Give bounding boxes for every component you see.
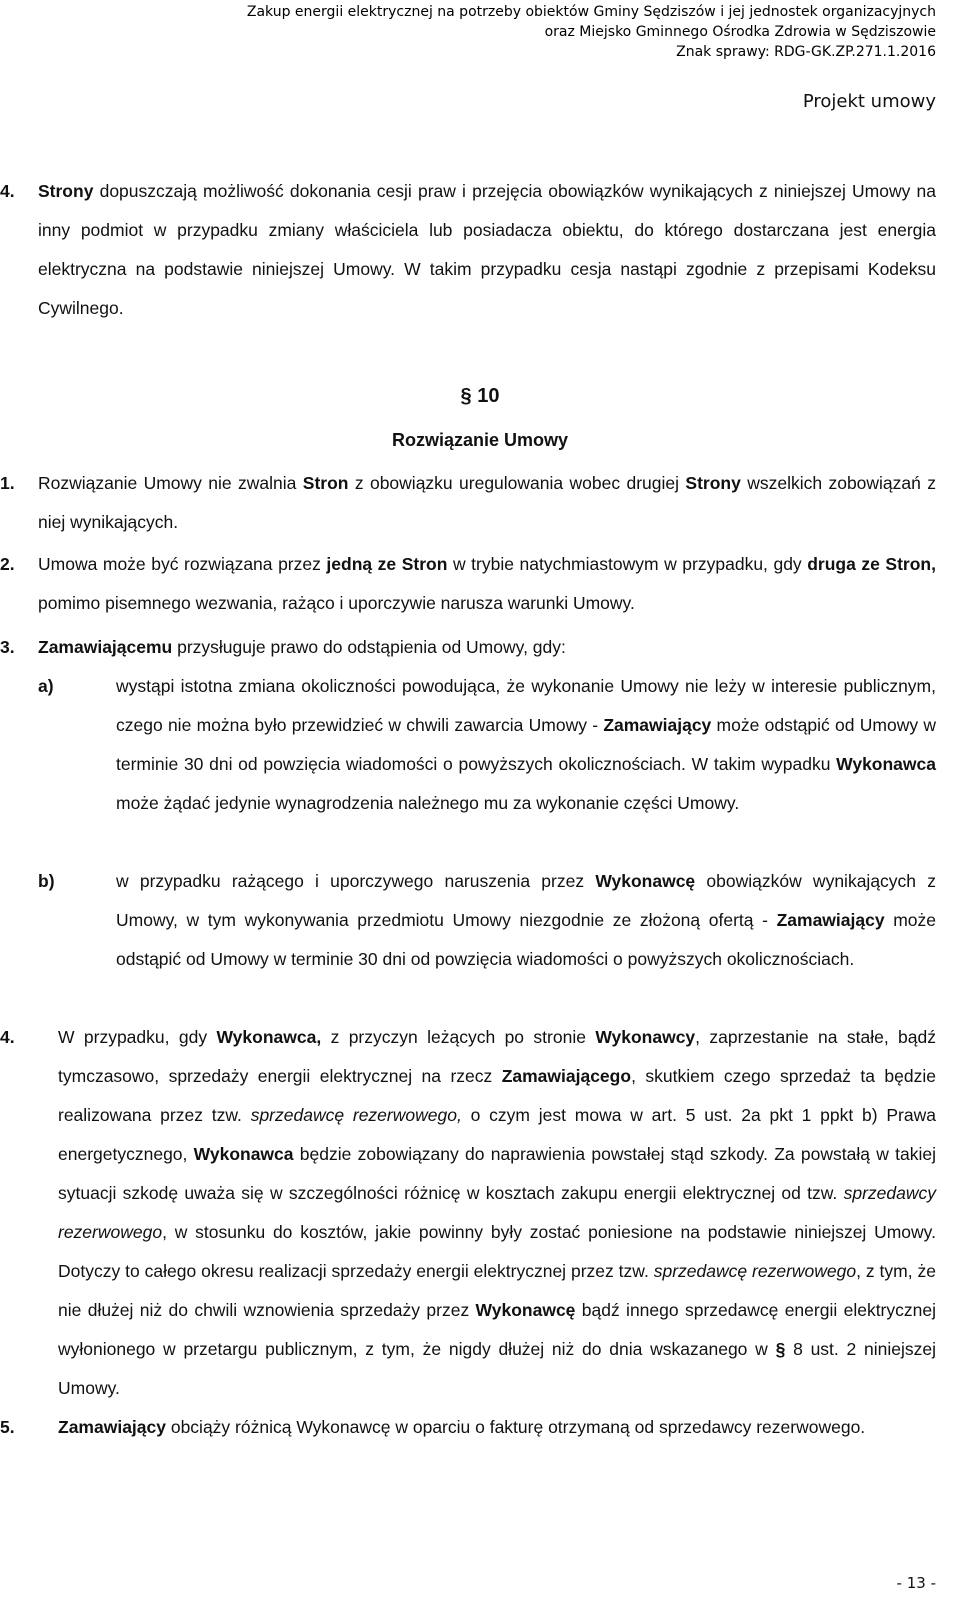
text: Rozwiązanie Umowy nie zwalnia — [38, 473, 303, 493]
text: pomimo pisemnego wezwania, rażąco i uporczywie narusza warunki Umowy. — [38, 593, 635, 613]
item-number: 4. — [0, 1027, 15, 1047]
text: bądź innego sprzedawcę energii elektrycznej wyłonionego w przetargu publicznym, z tym, że nigdy dłużej niż do dnia wskazanego w — [58, 1300, 936, 1359]
paragraph-1 — [0, 464, 960, 544]
bold-text: Wykonawca — [193, 1144, 294, 1164]
paragraph-5 — [0, 1408, 960, 1488]
text: w przypadku rażącego i uporczywego naruszenia przez — [116, 871, 596, 891]
bold-text: Wykonawcy — [595, 1027, 696, 1047]
header-subtitle: oraz Miejsko Gminnego Ośrodka Zdrowia w Sędziszowie — [544, 24, 936, 40]
paragraph-text — [38, 172, 936, 328]
text: z obowiązku uregulowania wobec drugiej — [348, 473, 686, 493]
subitem-label: b) — [38, 871, 55, 891]
bold-text: Stron — [302, 473, 349, 493]
text: może odstąpić od Umowy w terminie 30 dni od powzięcia wiadomości o powyższych okolicznościach. — [116, 910, 936, 969]
section-number: 10 — [477, 385, 500, 407]
text: obowiązków wynikających z Umowy, w tym wykonywania przedmiotu Umowy niezgodnie ze złożoną ofertą - — [116, 871, 936, 930]
bold-text: Strony — [38, 181, 94, 201]
text: może odstąpić od Umowy w terminie 30 dni od powzięcia wiadomości o powyższych okolicznościach. W takim wypadku — [116, 715, 936, 774]
bold-text: druga ze Stron, — [807, 554, 936, 574]
item-number: 1. — [0, 473, 15, 493]
paragraph-text — [38, 545, 936, 623]
paragraph-text — [58, 1018, 936, 1408]
bold-text: Zamawiający — [776, 910, 885, 930]
bold-text: Zamawiającemu — [38, 637, 173, 657]
italic-text: sprzedawcę rezerwowego — [653, 1261, 857, 1281]
bold-text: jedną ze Stron — [326, 554, 448, 574]
text: , skutkiem czego sprzedaż ta będzie realizowana przez tzw. — [58, 1066, 936, 1125]
italic-text: sprzedawcę rezerwowego, — [250, 1105, 462, 1125]
text: , w stosunku do kosztów, jakie powinny były zostać poniesione na podstawie niniejszej Umowy. Dotyczy to całego okresu realizacji sprzedaży energii elektrycznej przez tzw. — [58, 1222, 936, 1281]
item-number: 2. — [0, 554, 15, 574]
bold-text: Strony — [685, 473, 741, 493]
paragraph-3 — [0, 628, 960, 668]
text: o czym jest mowa w art. 5 ust. 2a pkt 1 ppkt b) Prawa energetycznego, — [58, 1105, 936, 1164]
bold-text: Wykonawcę — [595, 871, 696, 891]
paragraph-2 — [0, 545, 960, 625]
text: W przypadku, gdy — [58, 1027, 217, 1047]
text: z przyczyn leżących po stronie — [321, 1027, 596, 1047]
text: przysługuje prawo do odstąpienia od Umowy, gdy: — [172, 637, 566, 657]
subitem-label: a) — [38, 676, 54, 696]
text: 8 ust. 2 niniejszej Umowy. — [58, 1339, 937, 1398]
text: w trybie natychmiastowym w przypadku, gdy — [447, 554, 808, 574]
bold-text: Zamawiający — [603, 715, 712, 735]
text: obciąży różnicą Wykonawcę w oparciu o fakturę otrzymaną od sprzedawcy rezerwowego. — [165, 1417, 866, 1437]
subparagraph-3a — [0, 667, 960, 857]
italic-text: sprzedawcy rezerwowego — [58, 1183, 936, 1242]
document-type: Projekt umowy — [802, 91, 936, 112]
text: wszelkich zobowiązań z niej wynikających. — [38, 473, 937, 532]
paragraph-4 — [0, 1018, 960, 1408]
text: dopuszczają możliwość dokonania cesji praw i przejęcia obowiązków wynikających z niniejszej Umowy na inny podmiot w przypadku zmiany właściciela lub posiadacza obiektu, do którego dostarczana jest energia elektryczna na podstawie niniejszej Umowy. W takim przypadku cesja nastąpi zgodnie z przepisami Kodeksu Cywilnego. — [38, 181, 936, 318]
section-heading-number — [0, 376, 960, 416]
text: , zaprzestanie na stałe, bądź tymczasowo, sprzedaży energii elektrycznej na rzecz — [58, 1027, 936, 1086]
item-number: 5. — [0, 1417, 15, 1437]
section-sign: § — [460, 385, 472, 407]
subparagraph-text — [116, 667, 936, 823]
text: będzie zobowiązany do naprawienia powstałej stąd szkody. Za powstałą w takiej sytuacji szkodę uważa się w szczególności różnicę w kosztach zakupu energii elektrycznej od tzw. — [58, 1144, 936, 1203]
text: , z tym, że nie dłużej niż do chwili wznowienia sprzedaży przez — [58, 1261, 937, 1320]
section-sign: § — [775, 1339, 786, 1359]
page-number: - 13 - — [896, 1574, 936, 1592]
text: może żądać jedynie wynagrodzenia należnego mu za wykonanie części Umowy. — [116, 793, 740, 813]
page-header — [247, 2, 936, 62]
item-number: 4. — [0, 181, 15, 201]
paragraph-text — [38, 464, 936, 542]
bold-text: Wykonawcę — [475, 1300, 576, 1320]
bold-text: Zamawiającego — [501, 1066, 632, 1086]
paragraph-text — [38, 628, 936, 667]
subparagraph-3b — [0, 862, 960, 1022]
bold-text: Wykonawca — [836, 754, 936, 774]
paragraph-prev-4 — [0, 172, 960, 332]
item-number: 3. — [0, 637, 15, 657]
section-heading-title: Rozwiązanie Umowy — [391, 430, 569, 450]
paragraph-text — [58, 1408, 936, 1447]
text: wystąpi istotna zmiana okoliczności powodująca, że wykonanie Umowy nie leży w interesie publicznym, czego nie można było przewidzieć w chwili zawarcia Umowy - — [116, 676, 936, 735]
bold-text: Wykonawca, — [216, 1027, 322, 1047]
bold-text: Zamawiający — [58, 1417, 166, 1437]
subparagraph-text — [116, 862, 936, 979]
header-case-number: Znak sprawy: RDG-GK.ZP.271.1.2016 — [676, 44, 936, 60]
text: Umowa może być rozwiązana przez — [38, 554, 327, 574]
header-title: Zakup energii elektrycznej na potrzeby obiektów Gminy Sędziszów i jej jednostek organizacyjnych — [246, 4, 936, 20]
